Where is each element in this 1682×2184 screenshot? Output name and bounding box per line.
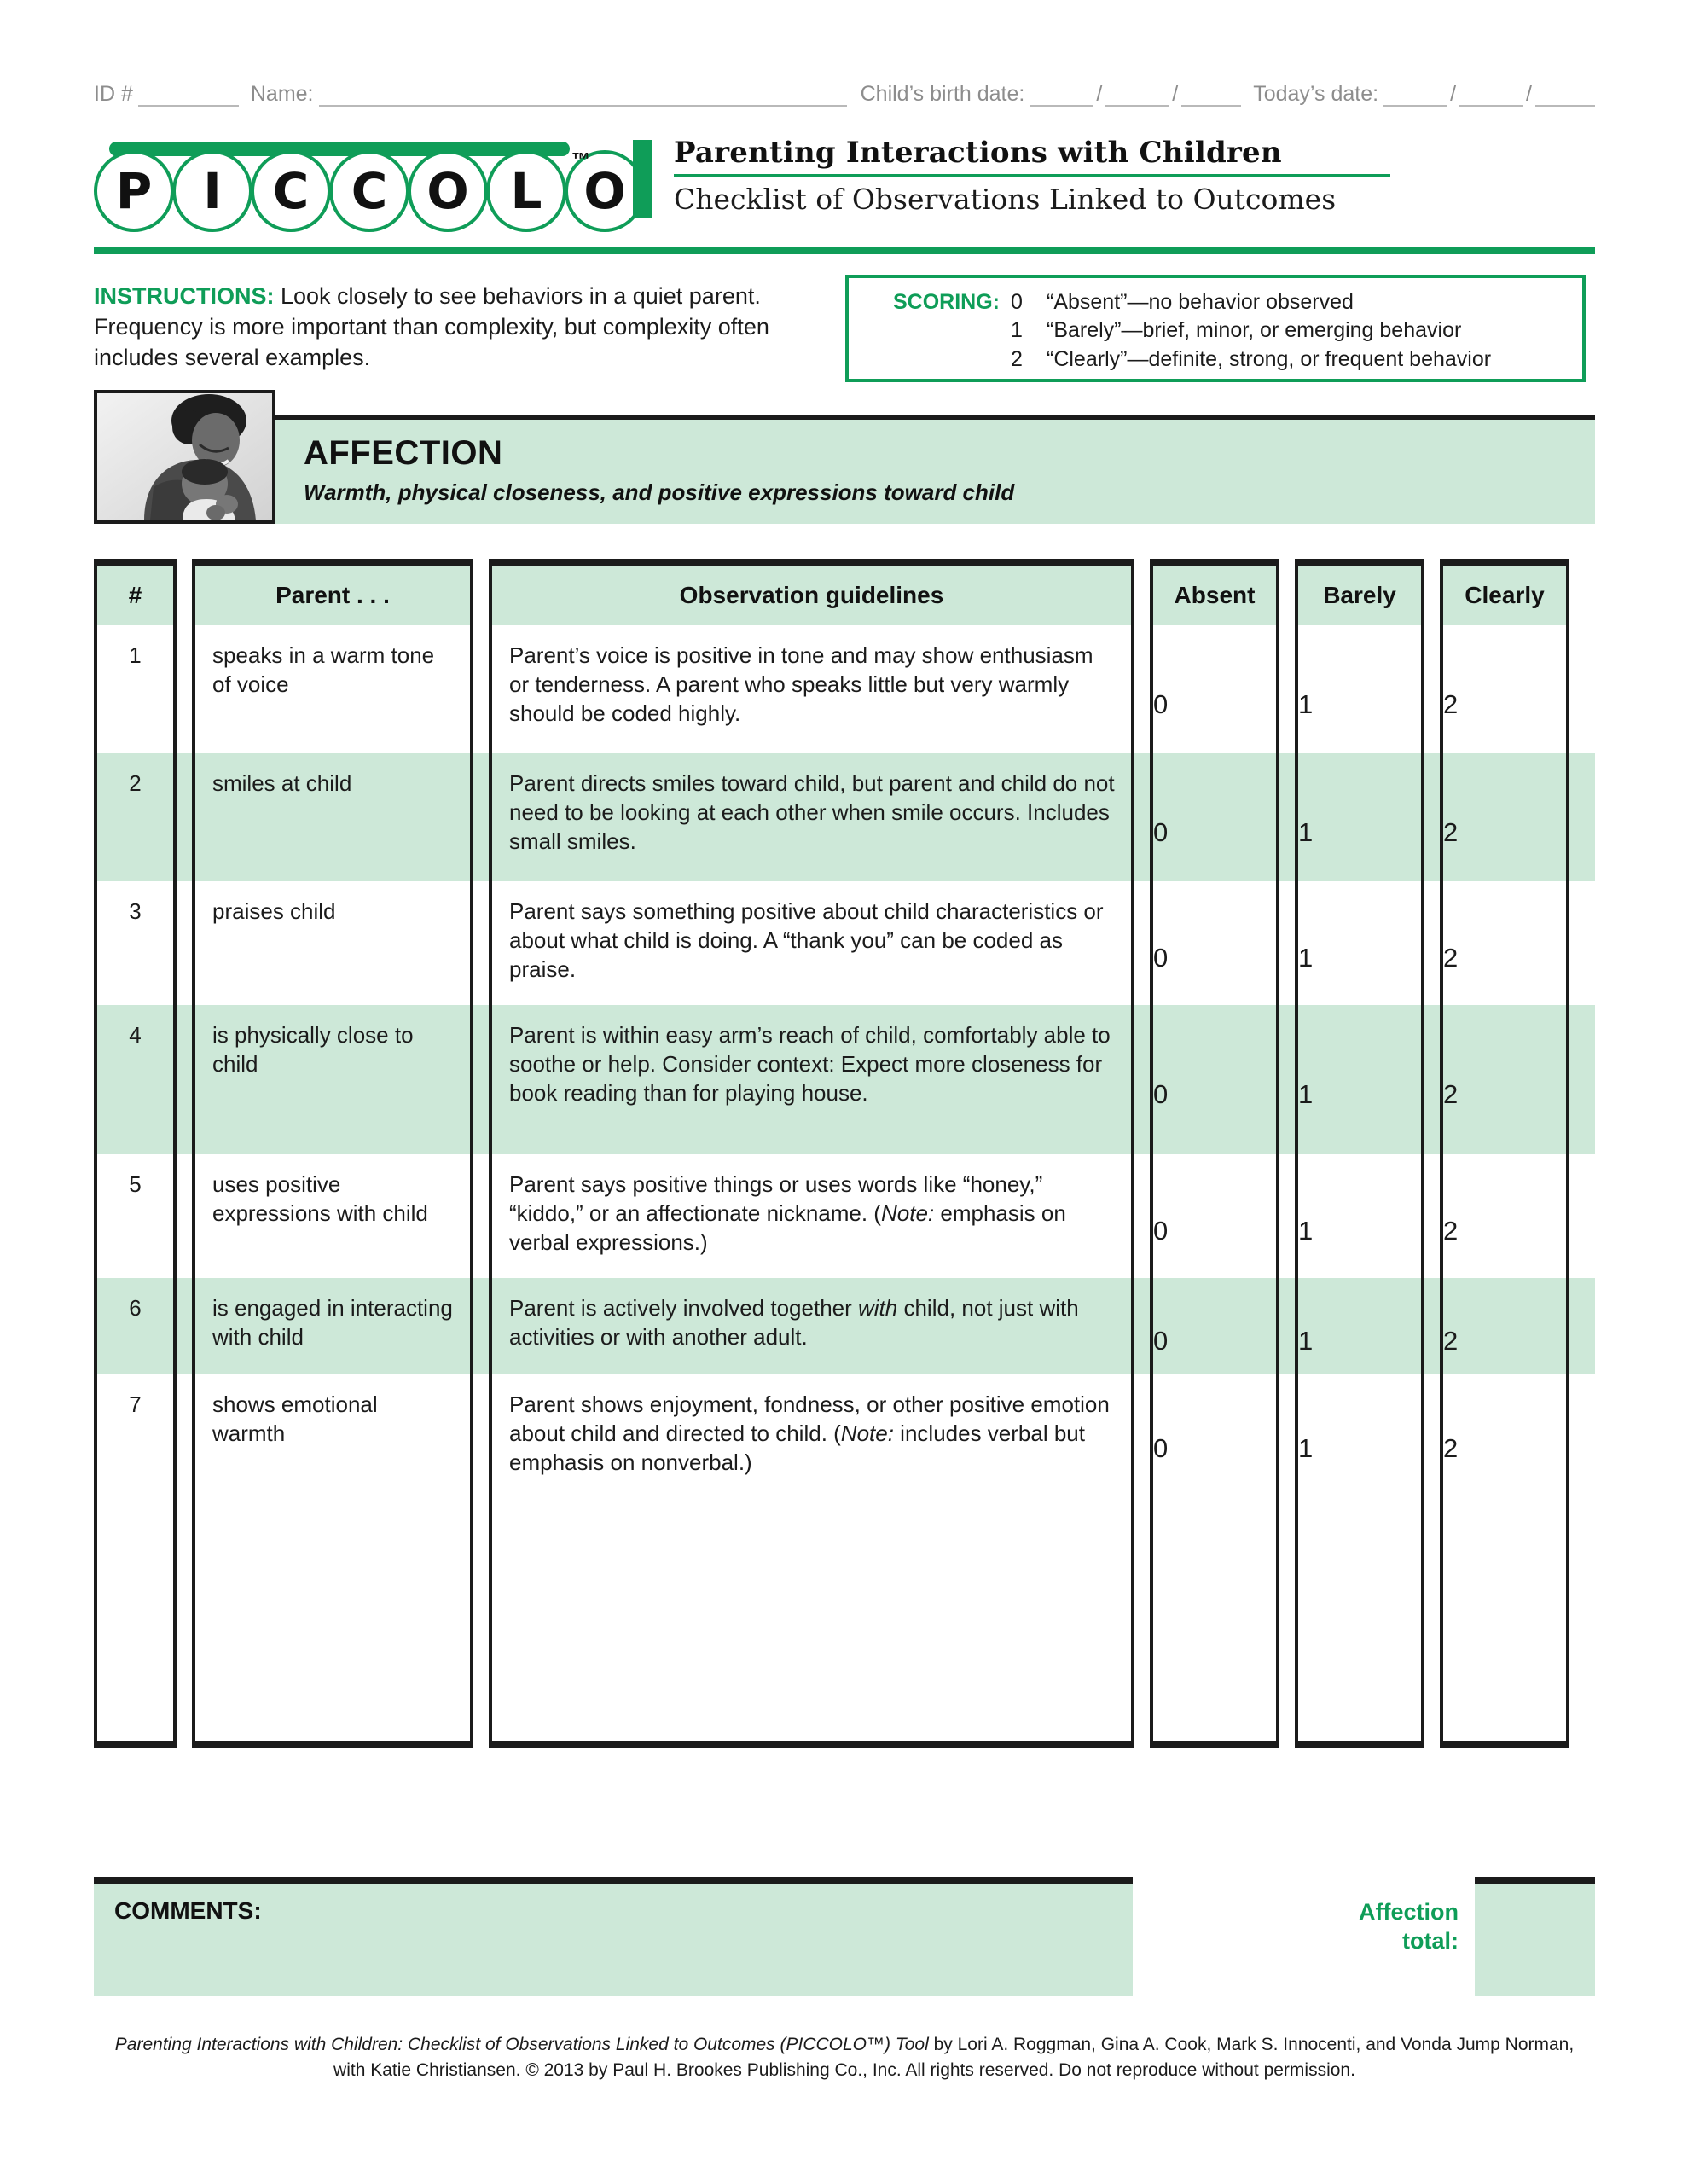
table-row xyxy=(94,1154,1595,1278)
row-score-barely-option[interactable]: 1 xyxy=(1295,881,1424,1005)
row-score-barely-option[interactable]: 1 xyxy=(1295,1278,1424,1374)
logo-letter-4 xyxy=(408,150,488,232)
row-parent-behavior-cell: speaks in a warm tone of voice xyxy=(192,625,473,753)
logo-letter-glyph: L xyxy=(510,162,542,220)
piccolo-logo xyxy=(94,136,626,226)
row-score-clearly-option[interactable]: 2 xyxy=(1440,1278,1569,1374)
logo-letter-glyph: O xyxy=(583,162,626,220)
row-number-cell: 5 xyxy=(94,1154,177,1278)
logo-letter-0 xyxy=(94,150,174,232)
instructions-text: Look closely to see behaviors in a quiet parent. Frequency is more important than complexity, but complexity often includes several examples. xyxy=(94,283,769,370)
header-label-absent: Absent xyxy=(1174,582,1256,608)
table-row xyxy=(94,881,1595,1005)
logo-letter-5 xyxy=(486,150,566,232)
instructions-block xyxy=(94,282,810,374)
logo-letter-glyph: C xyxy=(272,162,310,220)
row-parent-behavior-cell: praises child xyxy=(192,881,473,1005)
logo-letter-2 xyxy=(251,150,331,232)
instructions-label: INSTRUCTIONS: xyxy=(94,283,275,309)
row-score-absent-option[interactable]: 0 xyxy=(1150,1154,1279,1278)
header-label-parent: Parent . . . xyxy=(276,582,390,608)
row-parent-behavior-cell: shows emotional warmth xyxy=(192,1374,473,1492)
table-blank-cell xyxy=(1295,1492,1424,1748)
comments-box[interactable] xyxy=(94,1877,1133,1996)
copyright-footer xyxy=(94,2032,1595,2083)
row-score-clearly-option[interactable]: 2 xyxy=(1440,1154,1569,1278)
table-blank-cell xyxy=(489,1492,1134,1748)
name-label: Name: xyxy=(250,82,314,106)
table-blank-space xyxy=(94,1492,1595,1748)
table-row xyxy=(94,1278,1595,1374)
todaydate-day-input[interactable] xyxy=(1459,86,1522,107)
header-label-clearly: Clearly xyxy=(1464,582,1545,608)
row-number-cell: 3 xyxy=(94,881,177,1005)
scoring-desc-1: “Barely”—brief, minor, or emerging behavior xyxy=(1047,318,1462,343)
scoring-row xyxy=(893,346,1582,374)
row-guideline-cell: Parent says positive things or uses words like “honey,” “kiddo,” or an affectionate nickname. (Note: emphasis on verbal expressions.) xyxy=(489,1154,1134,1278)
row-guideline-cell: Parent’s voice is positive in tone and may show enthusiasm or tenderness. A parent who speaks little but very warmly should be coded highly. xyxy=(489,625,1134,753)
footer-line-1 xyxy=(94,2032,1595,2058)
header-cell-absent xyxy=(1150,559,1279,625)
table-body xyxy=(94,625,1595,1748)
row-guideline-cell: Parent shows enjoyment, fondness, or other positive emotion about child and directed to child. (Note: includes verbal but emphasis on nonverbal.) xyxy=(489,1374,1134,1492)
row-number-cell: 4 xyxy=(94,1005,177,1154)
scoring-legend-box xyxy=(845,275,1586,382)
scoring-desc-0: “Absent”—no behavior observed xyxy=(1047,290,1354,314)
logo-letter-1 xyxy=(172,150,252,232)
row-parent-behavior-cell: is physically close to child xyxy=(192,1005,473,1154)
row-guideline-cell: Parent is within easy arm’s reach of child, comfortably able to soothe or help. Consider context: Expect more closeness for book reading than for playing house. xyxy=(489,1005,1134,1154)
header-accent-bar xyxy=(633,140,652,218)
header-cell-guidelines xyxy=(489,559,1134,625)
birthdate-separator-1: / xyxy=(1096,82,1103,106)
table-header-row xyxy=(94,559,1595,625)
todaydate-separator-1: / xyxy=(1450,82,1457,106)
name-input[interactable] xyxy=(319,86,847,107)
row-score-absent-option[interactable]: 0 xyxy=(1150,881,1279,1005)
row-score-barely-option[interactable]: 1 xyxy=(1295,625,1424,753)
row-number-cell: 7 xyxy=(94,1374,177,1492)
table-row xyxy=(94,1374,1595,1492)
row-score-clearly-option[interactable]: 2 xyxy=(1440,1374,1569,1492)
table-row xyxy=(94,625,1595,753)
logo-letters xyxy=(94,150,643,232)
row-guideline-cell: Parent is actively involved together with child, not just with activities or with another adult. xyxy=(489,1278,1134,1374)
logo-letter-glyph: I xyxy=(203,162,222,220)
table-row xyxy=(94,753,1595,881)
header-label-number: # xyxy=(128,582,142,608)
row-parent-behavior-cell: uses positive expressions with child xyxy=(192,1154,473,1278)
row-score-barely-option[interactable]: 1 xyxy=(1295,1374,1424,1492)
header-label-barely: Barely xyxy=(1323,582,1396,608)
domain-banner xyxy=(276,415,1595,524)
row-score-barely-option[interactable]: 1 xyxy=(1295,753,1424,881)
page-subtitle: Checklist of Observations Linked to Outcomes xyxy=(674,182,1337,216)
row-score-absent-option[interactable]: 0 xyxy=(1150,1278,1279,1374)
affection-total-label-line1: Affection xyxy=(1359,1899,1459,1925)
birthdate-label: Child’s birth date: xyxy=(860,82,1025,106)
table-blank-cell xyxy=(1150,1492,1279,1748)
row-number-cell: 2 xyxy=(94,753,177,881)
scoring-value-0: 0 xyxy=(1011,290,1023,314)
table-blank-cell xyxy=(1440,1492,1569,1748)
form-identification-line xyxy=(94,82,1595,107)
todaydate-year-input[interactable] xyxy=(1535,86,1595,107)
id-input[interactable] xyxy=(138,86,239,107)
scoring-value-2: 2 xyxy=(1011,346,1023,371)
page-title: Parenting Interactions with Children xyxy=(674,136,1282,170)
row-guideline-cell: Parent directs smiles toward child, but parent and child do not need to be looking at each other when smile occurs. Includes small smiles. xyxy=(489,753,1134,881)
row-score-clearly-option[interactable]: 2 xyxy=(1440,881,1569,1005)
row-score-clearly-option[interactable]: 2 xyxy=(1440,1005,1569,1154)
affection-total-label xyxy=(1194,1898,1459,1956)
header-title-block xyxy=(633,138,1597,215)
row-parent-behavior-cell: is engaged in interacting with child xyxy=(192,1278,473,1374)
row-score-barely-option[interactable]: 1 xyxy=(1295,1154,1424,1278)
row-score-clearly-option[interactable]: 2 xyxy=(1440,753,1569,881)
header-divider xyxy=(674,174,1390,177)
todaydate-month-input[interactable] xyxy=(1383,86,1447,107)
header-cell-parent xyxy=(192,559,473,625)
table-row xyxy=(94,1005,1595,1154)
header-bottom-rule xyxy=(94,247,1595,254)
observation-table xyxy=(94,559,1595,1748)
logo-letter-glyph: P xyxy=(115,162,153,220)
todaydate-label: Today’s date: xyxy=(1253,82,1379,106)
footer-tool-title: Parenting Interactions with Children: Checklist of Observations Linked to Outcomes (PICCOLO™) Tool xyxy=(114,2035,929,2054)
scoring-desc-2: “Clearly”—definite, strong, or frequent behavior xyxy=(1047,346,1492,371)
row-score-absent-option[interactable]: 0 xyxy=(1150,753,1279,881)
logo-trademark-icon: ™ xyxy=(571,148,590,170)
scoring-row xyxy=(893,317,1582,345)
scoring-label: SCORING: xyxy=(893,290,1000,314)
row-parent-behavior-cell: smiles at child xyxy=(192,753,473,881)
row-score-absent-option[interactable]: 0 xyxy=(1150,1374,1279,1492)
birthdate-separator-2: / xyxy=(1172,82,1179,106)
row-score-clearly-option[interactable]: 2 xyxy=(1440,625,1569,753)
logo-letter-glyph: C xyxy=(351,162,388,220)
logo-letter-3 xyxy=(329,150,409,232)
header-label-guidelines: Observation guidelines xyxy=(679,582,944,608)
logo-letter-glyph: O xyxy=(426,162,469,220)
header-cell-number xyxy=(94,559,177,625)
birthdate-year-input[interactable] xyxy=(1181,86,1241,107)
footer-line-2: with Katie Christiansen. © 2013 by Paul H. Brookes Publishing Co., Inc. All rights reserved. Do not reproduce without permission. xyxy=(334,2059,1355,2080)
header-cell-barely xyxy=(1295,559,1424,625)
todaydate-separator-2: / xyxy=(1526,82,1532,106)
domain-description: Warmth, physical closeness, and positive expressions toward child xyxy=(304,479,1015,505)
row-score-barely-option[interactable]: 1 xyxy=(1295,1005,1424,1154)
row-score-absent-option[interactable]: 0 xyxy=(1150,625,1279,753)
scoring-row xyxy=(893,288,1582,317)
row-guideline-cell: Parent says something positive about child characteristics or about what child is doing. A “thank you” can be coded as praise. xyxy=(489,881,1134,1005)
table-blank-cell xyxy=(94,1492,177,1748)
comments-label: COMMENTS: xyxy=(114,1897,262,1924)
scoring-value-1: 1 xyxy=(1011,318,1023,343)
domain-name: AFFECTION xyxy=(304,434,503,472)
mother-child-photo-icon xyxy=(97,393,272,520)
row-score-absent-option[interactable]: 0 xyxy=(1150,1005,1279,1154)
id-label: ID # xyxy=(94,82,133,106)
mother-child-photo xyxy=(94,390,276,524)
row-number-cell: 1 xyxy=(94,625,177,753)
table-blank-cell xyxy=(192,1492,473,1748)
header-cell-clearly xyxy=(1440,559,1569,625)
affection-total-label-line2: total: xyxy=(1402,1927,1459,1954)
footer-authors: by Lori A. Roggman, Gina A. Cook, Mark S. Innocenti, and Vonda Jump Norman, xyxy=(928,2035,1575,2054)
birthdate-day-input[interactable] xyxy=(1105,86,1169,107)
affection-total-input[interactable] xyxy=(1475,1877,1595,1996)
birthdate-month-input[interactable] xyxy=(1030,86,1093,107)
row-number-cell: 6 xyxy=(94,1278,177,1374)
